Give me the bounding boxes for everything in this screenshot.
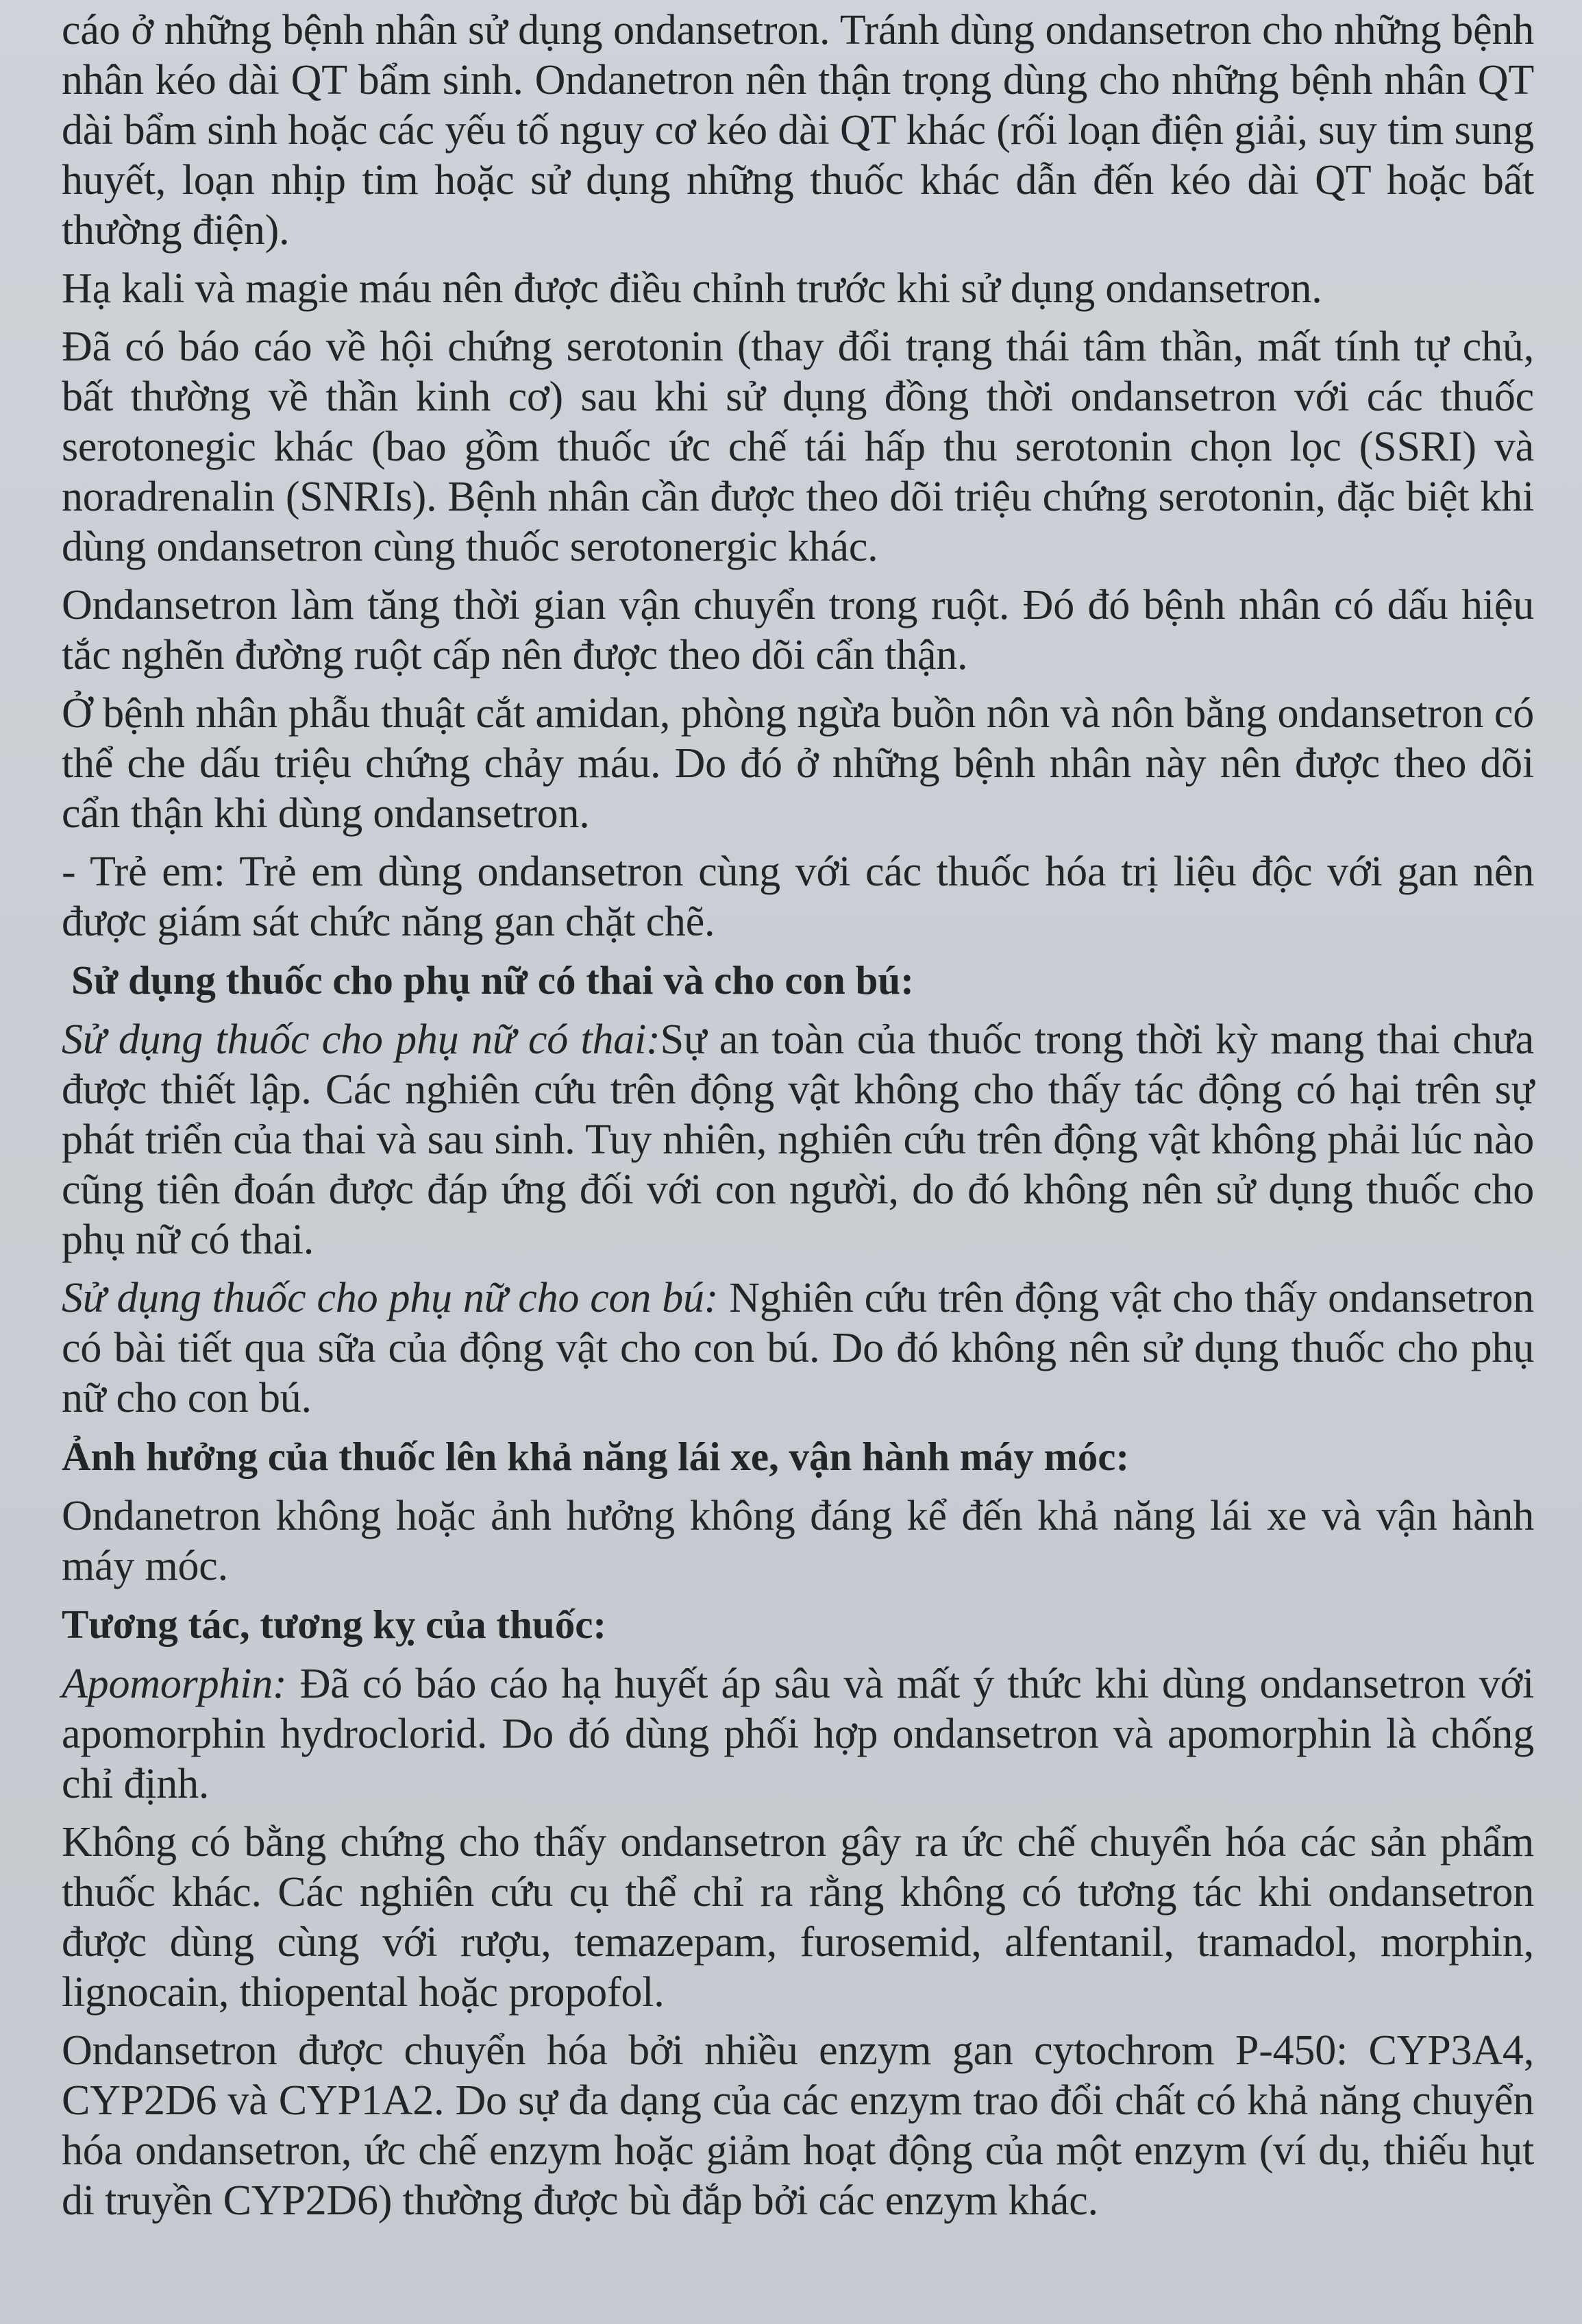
pregnancy-lead: Sử dụng thuốc cho phụ nữ có thai: [62, 1016, 660, 1063]
lactation-text: Nghiên cứu trên động vật cho thấy ondansetron có bài tiết qua sữa của động vật cho con bú. Do đó không nên sử dụng thuốc cho phụ nữ cho con bú. [62, 1275, 1534, 1421]
paragraph-children: - Trẻ em: Trẻ em dùng ondansetron cùng với các thuốc hóa trị liệu độc với gan nên được giám sát chức năng gan chặt chẽ. [62, 848, 1534, 945]
paragraph-lactation [62, 1273, 1534, 1423]
apomorphin-lead: Apomorphin: [62, 1661, 287, 1707]
paragraph-serotonin-syndrome: Đã có báo cáo về hội chứng serotonin (thay đổi trạng thái tâm thần, mất tính tự chủ, bất thường về thần kinh cơ) sau khi sử dụng đồng thời ondansetron với các thuốc serotonegic khác (bao gồm thuốc ức chế tái hấp thu serotonin chọn lọc (SSRI) và noradrenalin (SNRIs). Bệnh nhân cần được theo dõi triệu chứng serotonin, đặc biệt khi dùng ondansetron cùng thuốc serotonergic khác. [62, 323, 1534, 570]
heading-interactions: Tương tác, tương kỵ của thuốc: [62, 1602, 607, 1647]
paragraph-cytochrome: Ondansetron được chuyển hóa bởi nhiều enzym gan cytochrom P-450: CYP3A4, CYP2D6 và CYP1A2. Do sự đa dạng của các enzym trao đổi chất có khả năng chuyển hóa ondansetron, ức chế enzym hoặc giảm hoạt động của một enzym (ví dụ, thiếu hụt di truyền CYP2D6) thường được bù đắp bởi các enzym khác. [62, 2027, 1534, 2224]
heading-driving: Ảnh hưởng của thuốc lên khả năng lái xe, vận hành máy móc: [62, 1434, 1130, 1479]
apomorphin-text: Đã có báo cáo hạ huyết áp sâu và mất ý thức khi dùng ondansetron với apomorphin hydroclorid. Do đó dùng phối hợp ondansetron và apomorphin là chống chỉ định. [62, 1661, 1534, 1807]
paragraph-qt-warning: cáo ở những bệnh nhân sử dụng ondansetron. Tránh dùng ondansetron cho những bệnh nhân kéo dài QT bẩm sinh. Ondanetron nên thận trọng dùng cho những bệnh nhân QT dài bẩm sinh hoặc các yếu tố nguy cơ kéo dài QT khác (rối loạn điện giải, suy tim sung huyết, loạn nhịp tim hoặc sử dụng những thuốc khác dẫn đến kéo dài QT hoặc bất thường điện). [62, 7, 1534, 254]
paragraph-intestinal-transit: Ondansetron làm tăng thời gian vận chuyển trong ruột. Đó đó bệnh nhân có dấu hiệu tắc nghẽn đường ruột cấp nên được theo dõi cẩn thận. [62, 582, 1534, 678]
heading-pregnancy-lactation: Sử dụng thuốc cho phụ nữ có thai và cho con bú: [71, 957, 914, 1003]
paragraph-pregnancy [62, 1015, 1534, 1265]
paragraph-driving: Ondanetron không hoặc ảnh hưởng không đáng kể đến khả năng lái xe và vận hành máy móc. [62, 1493, 1534, 1589]
paragraph-no-inhibition: Không có bằng chứng cho thấy ondansetron gây ra ức chế chuyển hóa các sản phẩm thuốc khác. Các nghiên cứu cụ thể chỉ ra rằng không có tương tác khi ondansetron được dùng cùng với rượu, temazepam, furosemid, alfentanil, tramadol, morphin, lignocain, thiopental hoặc propofol. [62, 1819, 1534, 2016]
lactation-lead: Sử dụng thuốc cho phụ nữ cho con bú: [62, 1275, 719, 1321]
paragraph-tonsillectomy: Ở bệnh nhân phẫu thuật cắt amidan, phòng ngừa buồn nôn và nôn bằng ondansetron có thể che dấu triệu chứng chảy máu. Do đó ở những bệnh nhân này nên được theo dõi cẩn thận khi dùng ondansetron. [62, 690, 1534, 837]
paragraph-potassium-magnesium: Hạ kali và magie máu nên được điều chỉnh trước khi sử dụng ondansetron. [62, 265, 1322, 312]
pregnancy-text: Sự an toàn của thuốc trong thời kỳ mang thai chưa được thiết lập. Các nghiên cứu trên động vật không cho thấy tác động có hại trên sự phát triển của thai và sau sinh. Tuy nhiên, nghiên cứu trên động vật không phải lúc nào cũng tiên đoán được đáp ứng đối với con người, do đó không nên sử dụng thuốc cho phụ nữ có thai. [62, 1016, 1534, 1263]
paragraph-apomorphin [62, 1659, 1534, 1809]
